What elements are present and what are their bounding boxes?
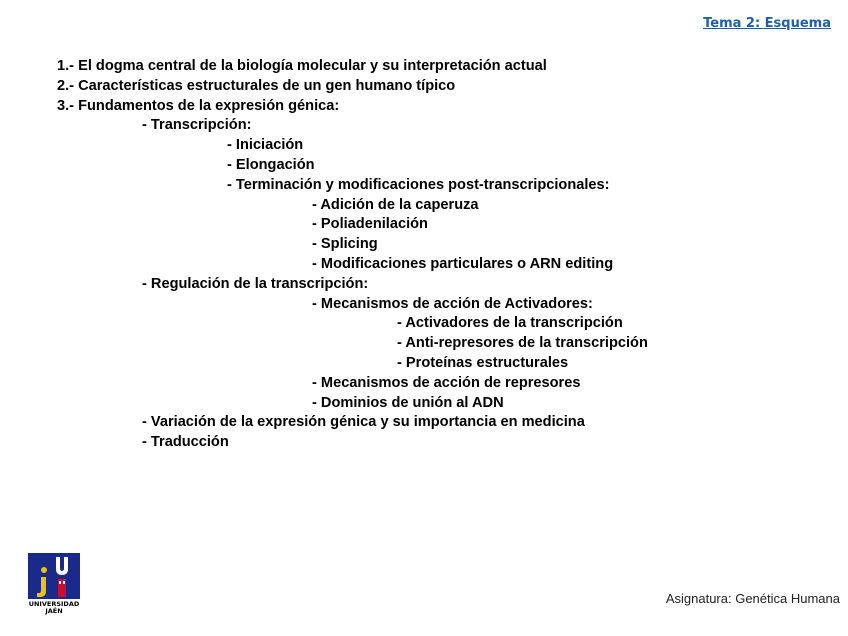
outline-item: 3.- Fundamentos de la expresión génica: (57, 97, 340, 114)
outline-item: - Iniciación (227, 137, 304, 154)
outline-item: - Anti-represores de la transcripción (397, 335, 648, 352)
outline-item: - Transcripción: (142, 117, 252, 134)
outline-item: - Regulación de la transcripción: (142, 275, 369, 292)
outline (0, 57, 848, 453)
outline-item: - Poliadenilación (312, 216, 428, 233)
outline-item: - Mecanismos de acción de Activadores: (312, 295, 593, 312)
outline-item: - Splicing (312, 236, 378, 253)
outline-item: - Variación de la expresión génica y su importancia en medicina (142, 414, 585, 431)
outline-item: 1.- El dogma central de la biología molecular y su interpretación actual (57, 58, 547, 74)
outline-item: 2.- Características estructurales de un gen humano típico (57, 77, 456, 94)
outline-item: - Proteínas estructurales (397, 354, 569, 371)
university-logo (28, 553, 80, 615)
outline-item: - Dominios de unión al ADN (312, 394, 504, 411)
tema-esquema-link[interactable]: Tema 2: Esquema (703, 16, 831, 31)
outline-item: - Traducción (142, 434, 229, 451)
logo-caption-1: UNIVERSIDAD (28, 600, 80, 608)
outline-item: - Activadores de la transcripción (397, 315, 623, 332)
outline-item: - Mecanismos de acción de represores (312, 374, 581, 391)
course-label: Asignatura: Genética Humana (665, 591, 840, 606)
logo-caption-2: JAÉN (45, 607, 63, 615)
outline-item: - Elongación (227, 156, 315, 173)
outline-item: - Terminación y modificaciones post-transcripcionales: (227, 176, 610, 193)
outline-item: - Modificaciones particulares o ARN editing (312, 255, 614, 272)
outline-item: - Adición de la caperuza (312, 196, 479, 213)
